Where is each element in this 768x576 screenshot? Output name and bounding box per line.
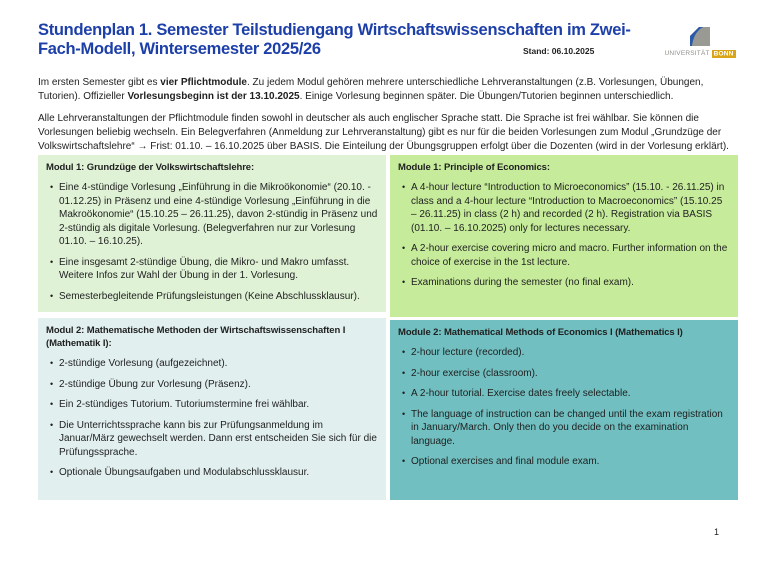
bullet-text: Die Unterrichtssprache kann bis zur Prüfungsanmeldung im Januar/März gewechselt werden. Dann erst entscheiden Sie sich für die Prüfungssprache. (59, 419, 377, 458)
bullet-text: 2-stündige Vorlesung (aufgezeichnet). (59, 358, 228, 369)
bullet-text: Optionale Übungsaufgaben und Modulabschlussklausur. (59, 467, 310, 478)
bullet-text: 2-stündige Übung zur Vorlesung (Präsenz). (59, 378, 251, 390)
bullet-item (398, 455, 730, 469)
bullet-dot: • (50, 399, 54, 409)
bullet-text: 2-hour exercise (classroom). (411, 367, 538, 379)
bullet-text: Optional exercises and final module exam. (411, 456, 600, 467)
module2-en-title: Module 2: Mathematical Methods of Economics I (Mathematics I) (398, 327, 683, 338)
intro-p1-bold2: Vorlesungsbeginn ist der 13.10.2025 (127, 91, 300, 102)
bullet-dot: • (50, 256, 54, 267)
bullet-item (46, 290, 378, 304)
bullet-text: Eine insgesamt 2-stündige Übung, die Mikro- und Makro umfasst. Weitere Infos zur Wahl der Übung in der 1. Vorlesung. (59, 256, 350, 281)
module2-de-bullet-list (46, 357, 378, 480)
intro-p1-seg5: . Einige Vorlesung beginnen später. Die Übungen/Tutorien beginnen unterschiedlich. (299, 91, 674, 102)
module-grid (38, 155, 738, 500)
bullet-item (398, 242, 730, 269)
module-card-module1-en (390, 155, 738, 317)
bullet-dot: • (50, 378, 54, 389)
university-logo-icon (690, 27, 710, 46)
bullet-item (46, 419, 378, 460)
intro-text (38, 76, 739, 162)
bullet-dot: • (402, 277, 406, 287)
bullet-dot: • (50, 467, 54, 477)
bullet-text: A 4-hour lecture “Introduction to Microeconomics” (15.10. - 26.11.25) in class and a 4-hour lecture “Introduction to Macroeconomics” (15.10.25 – 26.11.25) in class (2 h) and recorded (2 h). Registration via BASIS (01.10. – 16.10.2025) only for lectures necessary. (411, 182, 725, 234)
bullet-dot: • (402, 408, 406, 419)
university-bonn-logo (650, 27, 750, 57)
bullet-dot: • (402, 182, 406, 192)
bullet-item (46, 378, 378, 392)
date-stamp: Stand: 06.10.2025 (523, 46, 595, 56)
bullet-item (398, 181, 730, 235)
module1-de-title: Modul 1: Grundzüge der Volkswirtschaftslehre: (46, 162, 255, 173)
module2-en-bullet-list (398, 346, 730, 469)
page-title-line2: Fach-Modell, Wintersemester 2025/26 (38, 40, 321, 58)
bullet-text: Ein 2-stündiges Tutorium. Tutoriumstermine frei wählbar. (59, 399, 310, 410)
logo-bonn-label: BONN (713, 50, 734, 57)
module-card-module2-en (390, 320, 738, 500)
intro-p1-seg3: . Zu jedem Modul gehören mehrere unterschiedliche Lehrveranstaltungen (z.B. Vorlesungen, Übungen, Tutorien). Offizieller (38, 77, 704, 102)
intro-paragraph-1 (38, 76, 739, 104)
bullet-text: Eine 4-stündige Vorlesung „Einführung in die Mikroökonomie“ (20.10. - 01.12.25) in Präsenz und eine 4-stündige Vorlesung „Einführung in die Makroökonomie“ (15.10.25 – 26.11.25), davon 2-stündig in Präsenz und 2-stündig als digitale Vorlesung. (Belegverfahren nur zur Vorlesung 01.10. – 16.10.25). (59, 182, 378, 247)
bullet-item (46, 466, 378, 480)
module1-de-bullet-list (46, 181, 378, 303)
logo-universitaet-label: UNIVERSITÄT (664, 50, 710, 57)
bullet-text: A 2-hour tutorial. Exercise dates freely selectable. (411, 388, 631, 399)
module2-de-title: Modul 2: Mathematische Methoden der Wirtschaftswissenschaften I (Mathematik I): (46, 325, 346, 349)
bullet-text: 2-hour lecture (recorded). (411, 347, 525, 358)
intro-p1-bold1: vier Pflichtmodule (160, 77, 247, 88)
bullet-dot: • (402, 388, 406, 398)
bullet-item (398, 367, 730, 381)
bullet-item (398, 408, 730, 449)
bullet-dot: • (50, 290, 54, 301)
bullet-item (398, 387, 730, 401)
bullet-item (46, 181, 378, 249)
page-title-line1: Stundenplan 1. Semester Teilstudiengang Wirtschaftswissenschaften im Zwei- (38, 21, 631, 39)
intro-paragraph-2: Alle Lehrveranstaltungen der Pflichtmodule finden sowohl in deutscher als auch englischer Sprache statt. Die Sprache ist frei wählbar. Sie können die Vorlesungen beliebig wechseln. Ein Belegverfahren (Anmeldung zur Lehrveranstaltung) gibt es nur für die beiden Vorlesungen zum Modul „Grundzüge der Volkswirtschaftslehre“ → Frist: 01.10. – 16.10.2025 über BASIS. Die Einteilung der Übungsgruppen erfolgt über die Dozenten (wird in der Vorlesung erklärt). (38, 113, 729, 152)
bullet-item (398, 276, 730, 290)
bullet-text: Semesterbegleitende Prüfungsleistungen (Keine Abschlussklausur). (59, 290, 360, 302)
module1-en-title: Module 1: Principle of Economics: (398, 162, 550, 173)
bullet-dot: • (50, 182, 54, 192)
page-number: 1 (714, 527, 720, 537)
bullet-item (46, 398, 378, 412)
university-logo-text (650, 50, 750, 57)
module-grid-left-column (38, 155, 386, 500)
bullet-item (46, 357, 378, 371)
bullet-item (46, 256, 378, 283)
bullet-dot: • (50, 358, 54, 368)
module-grid-right-column (390, 155, 738, 500)
intro-p1-seg1: Im ersten Semester gibt es (38, 77, 161, 88)
module-card-modul1-de (38, 155, 386, 312)
bullet-item (398, 346, 730, 360)
module-card-modul2-de (38, 318, 386, 500)
bullet-text: The language of instruction can be changed until the exam registration in January/March. Only then do you decide on the examination language. (411, 408, 723, 447)
bullet-text: Examinations during the semester (no final exam). (411, 277, 634, 288)
bullet-text: A 2-hour exercise covering micro and macro. Further information on the choice of exercise in the 1st lecture. (411, 243, 728, 268)
bullet-dot: • (402, 347, 406, 357)
bullet-dot: • (50, 419, 54, 430)
bullet-dot: • (402, 367, 406, 378)
bullet-dot: • (402, 456, 406, 466)
module1-en-bullet-list (398, 181, 730, 290)
bullet-dot: • (402, 243, 406, 253)
